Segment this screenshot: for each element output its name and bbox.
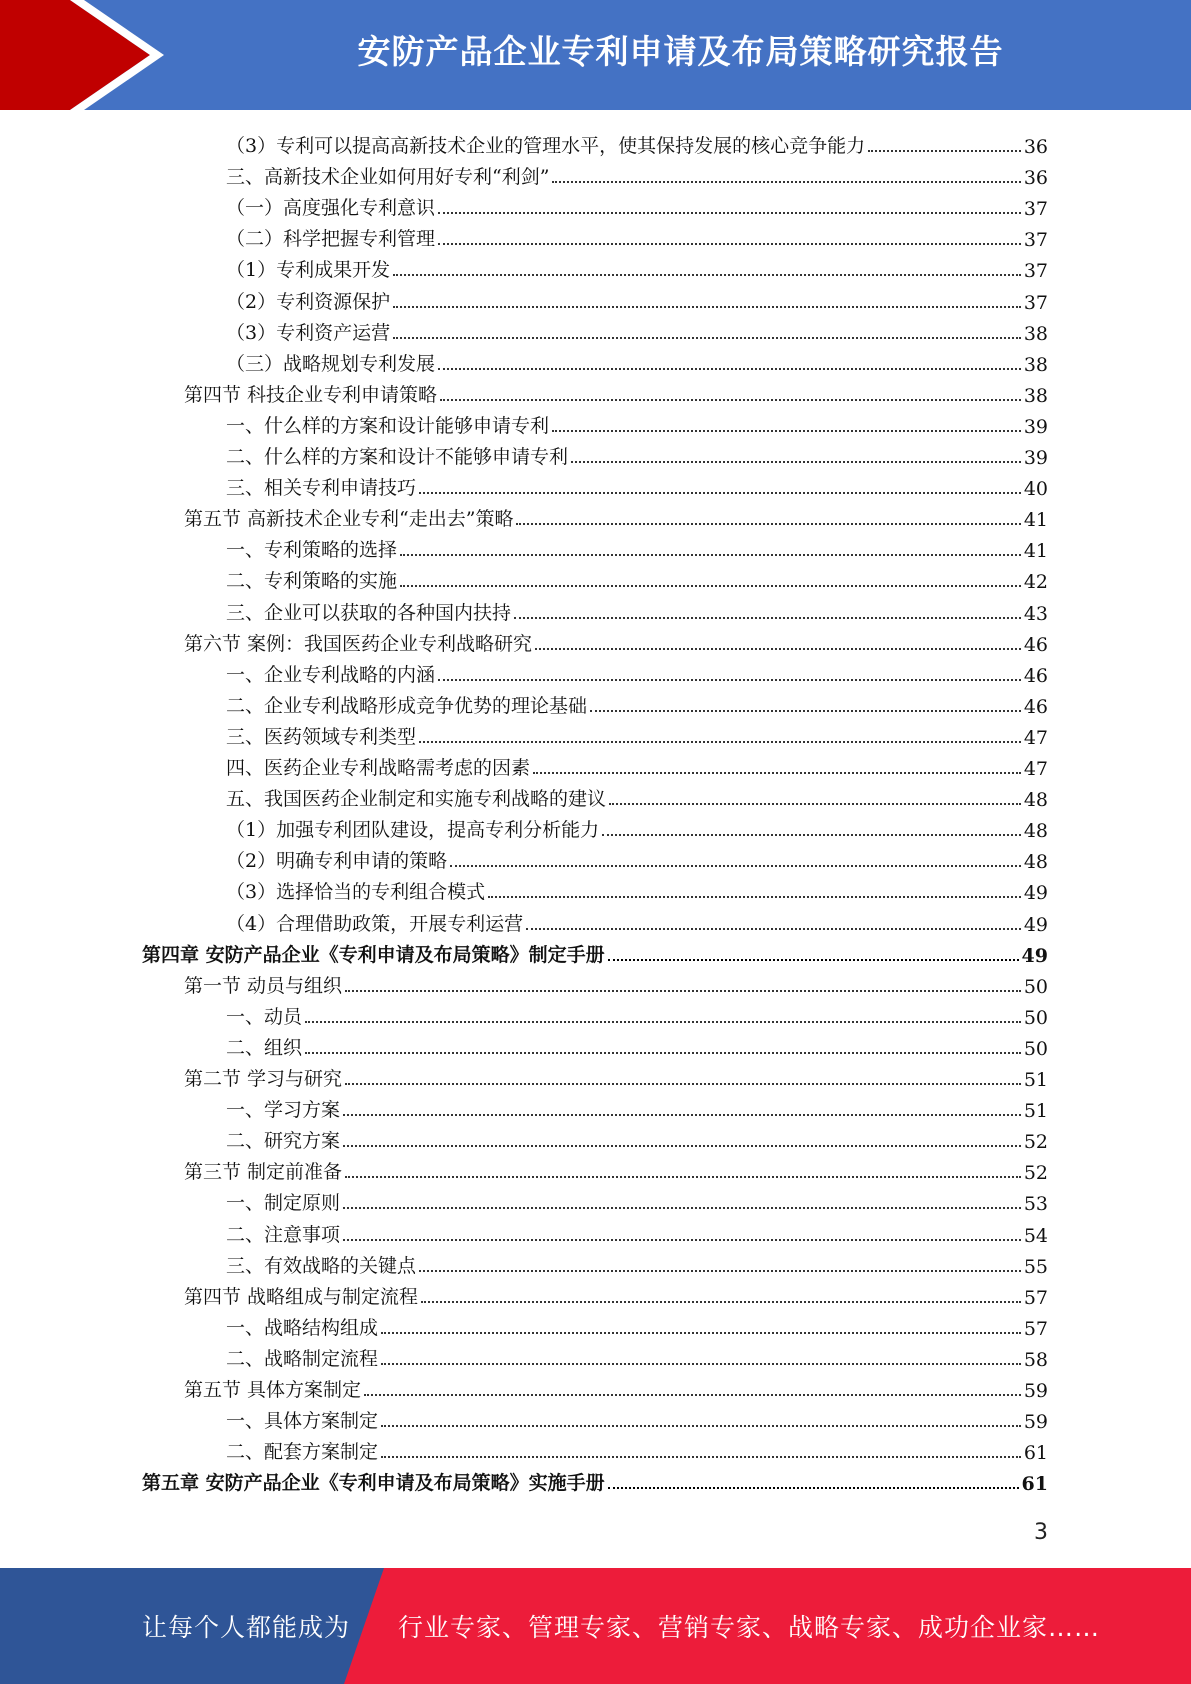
toc-entry-page: 46 (1023, 664, 1048, 687)
toc-entry-page: 39 (1023, 447, 1048, 469)
toc-entry-title: （2）专利资源保护 (226, 290, 391, 313)
toc-dot-leader (381, 1456, 1021, 1458)
toc-entry-page: 58 (1023, 1348, 1048, 1371)
toc-dot-leader (381, 1332, 1021, 1334)
toc-subsection-entry[interactable] (226, 1340, 1048, 1371)
toc-entry-title: 二、专利策略的实施 (226, 570, 398, 593)
toc-dot-leader (345, 1176, 1021, 1178)
toc-entry-title: 一、具体方案制定 (226, 1410, 379, 1433)
toc-dot-leader (514, 617, 1021, 619)
toc-entry-title: 第一节 动员与组织 (184, 974, 343, 997)
toc-subsection-entry[interactable] (226, 594, 1048, 625)
toc-entry-page: 42 (1023, 571, 1048, 594)
toc-subsection-entry[interactable] (226, 718, 1048, 749)
toc-entry-page: 49 (1023, 913, 1048, 936)
toc-entry-title: 第二节 学习与研究 (184, 1068, 343, 1090)
toc-dot-leader (400, 554, 1021, 556)
toc-entry-page: 36 (1023, 167, 1048, 190)
toc-entry-page: 37 (1023, 229, 1048, 252)
toc-dot-leader (419, 492, 1021, 494)
toc-subsection-entry[interactable] (226, 687, 1048, 718)
toc-dot-leader (305, 1052, 1021, 1054)
toc-entry-title: 第三节 制定前准备 (184, 1161, 343, 1184)
toc-dot-leader (450, 865, 1021, 867)
toc-subsection-entry[interactable] (226, 749, 1048, 780)
toc-entry-title: （2）明确专利申请的策略 (226, 850, 448, 873)
toc-entry-page: 46 (1023, 633, 1048, 656)
report-title: 安防产品企业专利申请及布局策略研究报告 (357, 32, 1004, 71)
toc-entry-page: 54 (1023, 1224, 1048, 1247)
toc-section-entry[interactable] (184, 500, 1048, 531)
toc-entry-title: 三、相关专利申请技巧 (226, 477, 417, 500)
toc-dot-leader (526, 928, 1021, 930)
toc-entry-title: 二、研究方案 (226, 1130, 341, 1153)
toc-subsection-entry[interactable] (226, 1433, 1048, 1464)
toc-dot-leader (345, 990, 1021, 992)
toc-dot-leader (419, 741, 1021, 743)
toc-dot-leader (438, 243, 1021, 245)
toc-entry-page: 37 (1023, 291, 1048, 314)
toc-dot-leader (438, 679, 1021, 681)
toc-entry-page: 38 (1023, 384, 1048, 407)
toc-entry-page: 50 (1023, 975, 1048, 998)
toc-entry-page: 48 (1023, 851, 1048, 874)
toc-entry-title: 三、高新技术企业如何用好专利“利剑” (226, 166, 550, 189)
toc-subsection-entry[interactable] (226, 811, 1048, 842)
toc-entry-title: 第四章 安防产品企业《专利申请及布局策略》制定手册 (142, 943, 605, 966)
toc-section-entry[interactable] (184, 967, 1048, 998)
toc-entry-title: （3）专利可以提高高新技术企业的管理水平，使其保持发展的核心竞争能力 (226, 135, 866, 157)
toc-entry-page: 51 (1023, 1100, 1048, 1123)
toc-entry-title: 一、专利策略的选择 (226, 539, 398, 562)
toc-dot-leader (419, 1270, 1021, 1272)
toc-entry-title: 第六节 案例：我国医药企业专利战略研究 (184, 632, 533, 655)
toc-subsection-entry[interactable] (226, 1309, 1048, 1340)
toc-entry-page: 48 (1023, 789, 1048, 812)
toc-subsection-entry[interactable] (226, 127, 1048, 158)
toc-entry-title: 一、战略结构组成 (226, 1316, 379, 1339)
toc-entry-page: 50 (1023, 1006, 1048, 1029)
toc-entry-title: 二、组织 (226, 1036, 303, 1059)
toc-entry-title: 一、企业专利战略的内涵 (226, 663, 436, 686)
page-header (0, 0, 1191, 110)
toc-dot-leader (438, 368, 1021, 370)
toc-entry-title: 四、医药企业专利战略需考虑的因素 (226, 757, 531, 779)
toc-entry-title: 第五节 高新技术企业专利“走出去”策略 (184, 508, 514, 531)
footer-slogan-left: 让每个人都能成为 (142, 1613, 351, 1642)
toc-entry-page: 37 (1023, 198, 1048, 221)
toc-entry-title: 二、什么样的方案和设计不能够申请专利 (226, 446, 569, 468)
toc-subsection-entry[interactable] (226, 873, 1048, 904)
toc-entry-page: 39 (1023, 415, 1048, 438)
toc-subsection-entry[interactable] (226, 407, 1048, 438)
toc-subsection-entry[interactable] (226, 656, 1048, 687)
toc-dot-leader (343, 1239, 1021, 1241)
toc-dot-leader (552, 430, 1021, 432)
toc-entry-title: 二、配套方案制定 (226, 1441, 379, 1464)
toc-dot-leader (421, 1301, 1021, 1303)
toc-dot-leader (571, 461, 1021, 463)
toc-entry-title: （3）选择恰当的专利组合模式 (226, 881, 486, 904)
toc-chapter-entry[interactable] (142, 1464, 1048, 1495)
toc-dot-leader (438, 212, 1021, 214)
toc-entry-title: 二、注意事项 (226, 1223, 341, 1246)
toc-section-entry[interactable] (184, 1060, 1048, 1091)
toc-subsection-entry[interactable] (226, 1029, 1048, 1060)
toc-entry-title: 三、医药领域专利类型 (226, 725, 417, 748)
toc-dot-leader (608, 959, 1019, 961)
toc-entry-page: 38 (1023, 322, 1048, 345)
toc-dot-leader (393, 337, 1021, 339)
toc-entry-page: 52 (1023, 1131, 1048, 1154)
toc-dot-leader (400, 585, 1021, 587)
toc-entry-title: （一）高度强化专利意识 (226, 197, 436, 220)
toc-entry-page: 59 (1023, 1411, 1048, 1434)
toc-subsection-entry[interactable] (226, 1184, 1048, 1215)
toc-subsection-entry[interactable] (226, 562, 1048, 593)
toc-entry-title: 一、什么样的方案和设计能够申请专利 (226, 414, 550, 437)
toc-subsection-entry[interactable] (226, 345, 1048, 376)
toc-entry-page: 48 (1023, 820, 1048, 843)
toc-subsection-entry[interactable] (226, 220, 1048, 251)
toc-entry-title: （1）专利成果开发 (226, 259, 391, 282)
toc-subsection-entry[interactable] (226, 251, 1048, 282)
toc-entry-title: （3）专利资产运营 (226, 321, 391, 344)
toc-subsection-entry[interactable] (226, 1216, 1048, 1247)
toc-entry-page: 46 (1023, 695, 1048, 718)
toc-dot-leader (305, 1021, 1021, 1023)
toc-subsection-entry[interactable] (226, 780, 1048, 811)
toc-entry-page: 49 (1023, 882, 1048, 905)
toc-entry-page: 57 (1023, 1286, 1048, 1309)
toc-entry-page: 37 (1023, 260, 1048, 283)
toc-subsection-entry[interactable] (226, 283, 1048, 314)
toc-section-entry[interactable] (184, 625, 1048, 656)
toc-entry-page: 38 (1023, 353, 1048, 376)
toc-dot-leader (343, 1207, 1021, 1209)
toc-entry-page: 36 (1023, 136, 1048, 158)
toc-subsection-entry[interactable] (226, 469, 1048, 500)
footer-slogan-right: 行业专家、管理专家、营销专家、战略专家、成功企业家…… (398, 1613, 1101, 1642)
toc-entry-title: 二、企业专利战略形成竞争优势的理论基础 (226, 694, 588, 717)
toc-dot-leader (488, 896, 1021, 898)
toc-entry-page: 41 (1023, 509, 1048, 532)
toc-entry-title: （4）合理借助政策，开展专利运营 (226, 912, 524, 935)
toc-dot-leader (393, 306, 1021, 308)
page-footer (0, 1568, 1191, 1684)
toc-dot-leader (590, 710, 1021, 712)
page-number: 3 (1034, 1520, 1048, 1545)
toc-entry-title: 五、我国医药企业制定和实施专利战略的建议 (226, 788, 607, 811)
toc-subsection-entry[interactable] (226, 998, 1048, 1029)
toc-entry-title: （二）科学把握专利管理 (226, 228, 436, 251)
toc-entry-page: 41 (1023, 540, 1048, 563)
toc-entry-title: 第五节 具体方案制定 (184, 1379, 362, 1401)
toc-entry-page: 40 (1023, 478, 1048, 501)
toc-entry-page: 47 (1023, 726, 1048, 749)
toc-entry-page: 55 (1023, 1255, 1048, 1278)
toc-dot-leader (533, 772, 1021, 774)
toc-dot-leader (516, 523, 1020, 525)
toc-dot-leader (381, 1363, 1021, 1365)
toc-entry-title: 一、制定原则 (226, 1192, 341, 1215)
toc-entry-page: 43 (1023, 602, 1048, 625)
toc-dot-leader (381, 1425, 1021, 1427)
toc-entry-title: （1）加强专利团队建设，提高专利分析能力 (226, 819, 600, 842)
toc-subsection-entry[interactable] (226, 1402, 1048, 1433)
toc-subsection-entry[interactable] (226, 1247, 1048, 1278)
toc-dot-leader (364, 1394, 1021, 1396)
toc-dot-leader (868, 150, 1021, 152)
toc-entry-title: 三、企业可以获取的各种国内扶持 (226, 601, 512, 624)
toc-subsection-entry[interactable] (226, 189, 1048, 220)
toc-dot-leader (602, 834, 1021, 836)
toc-subsection-entry[interactable] (226, 1091, 1048, 1122)
toc-entry-page: 51 (1023, 1069, 1048, 1091)
toc-entry-page: 52 (1023, 1162, 1048, 1185)
toc-subsection-entry[interactable] (226, 158, 1048, 189)
toc-section-entry[interactable] (184, 1278, 1048, 1309)
toc-entry-page: 61 (1023, 1442, 1048, 1465)
toc-entry-page: 49 (1021, 944, 1048, 967)
toc-dot-leader (343, 1145, 1021, 1147)
toc-subsection-entry[interactable] (226, 1122, 1048, 1153)
toc-dot-leader (535, 648, 1021, 650)
toc-subsection-entry[interactable] (226, 438, 1048, 469)
toc-entry-page: 53 (1023, 1193, 1048, 1216)
toc-subsection-entry[interactable] (226, 905, 1048, 936)
toc-dot-leader (608, 1487, 1019, 1489)
toc-entry-page: 47 (1023, 758, 1048, 780)
toc-subsection-entry[interactable] (226, 842, 1048, 873)
toc-entry-title: 第四节 战略组成与制定流程 (184, 1285, 419, 1308)
toc-section-entry[interactable] (184, 1371, 1048, 1402)
toc-subsection-entry[interactable] (226, 531, 1048, 562)
toc-section-entry[interactable] (184, 1153, 1048, 1184)
toc-dot-leader (609, 803, 1021, 805)
toc-dot-leader (393, 274, 1021, 276)
toc-entry-page: 50 (1023, 1037, 1048, 1060)
toc-chapter-entry[interactable] (142, 936, 1048, 967)
toc-entry-page: 59 (1023, 1380, 1048, 1402)
toc-entry-title: 一、动员 (226, 1005, 303, 1028)
toc-entry-title: 二、战略制定流程 (226, 1347, 379, 1370)
toc-entry-title: 第四节 科技企业专利申请策略 (184, 383, 438, 406)
toc-dot-leader (552, 181, 1020, 183)
toc-entry-page: 61 (1021, 1473, 1048, 1496)
toc-entry-title: 三、有效战略的关键点 (226, 1254, 417, 1277)
toc-section-entry[interactable] (184, 376, 1048, 407)
toc-entry-title: 一、学习方案 (226, 1099, 341, 1122)
toc-subsection-entry[interactable] (226, 314, 1048, 345)
toc-entry-page: 57 (1023, 1317, 1048, 1340)
toc-dot-leader (343, 1114, 1021, 1116)
toc-dot-leader (440, 399, 1021, 401)
toc-dot-leader (345, 1083, 1021, 1085)
toc-entry-title: （三）战略规划专利发展 (226, 352, 436, 375)
toc-entry-title: 第五章 安防产品企业《专利申请及布局策略》实施手册 (142, 1472, 605, 1495)
